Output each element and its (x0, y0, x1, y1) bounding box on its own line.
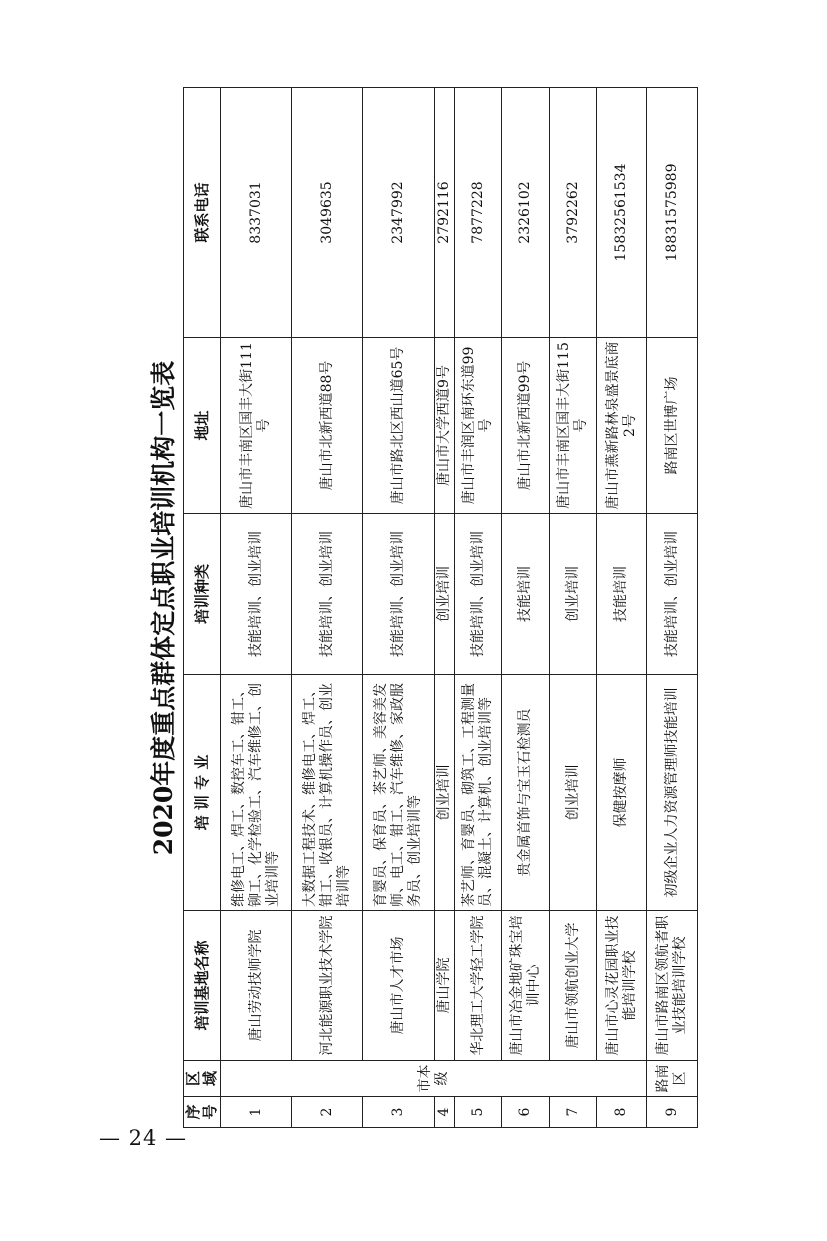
header-phone: 联系电话 (184, 88, 221, 338)
cell-name: 唐山市领航创业大学 (550, 911, 597, 1061)
cell-majors: 维修电工、焊工、数控车工、钳工、铆工、化学检验工、汽车维修工、创业培训等 (221, 675, 292, 911)
cell-name: 唐山劳动技师学院 (221, 911, 292, 1061)
table-row (435, 88, 455, 1128)
cell-phone: 2326102 (502, 88, 550, 338)
cell-name: 唐山市心灵花园职业技能培训学校 (597, 911, 647, 1061)
cell-address: 唐山市北新西道99号 (502, 338, 550, 514)
cell-no: 5 (455, 1097, 502, 1128)
cell-types: 技能培训、创业培训 (292, 514, 363, 675)
rotated-table-block (145, 88, 701, 1128)
cell-name: 华北理工大学轻工学院 (455, 911, 502, 1061)
cell-region: 路南区 (647, 1061, 698, 1097)
cell-address: 唐山市大学西道9号 (435, 338, 455, 514)
document-title: 2020年度重点群体定点职业培训机构一览表 (149, 360, 178, 856)
cell-name: 唐山市人才市场 (363, 911, 435, 1061)
table-row (221, 88, 292, 1128)
cell-phone: 2347992 (363, 88, 435, 338)
cell-types: 技能培训、创业培训 (221, 514, 292, 675)
cell-phone: 2792116 (435, 88, 455, 338)
cell-no: 8 (597, 1097, 647, 1128)
cell-address: 唐山市丰南区国丰大街115号 (550, 338, 597, 514)
cell-phone: 3049635 (292, 88, 363, 338)
cell-majors: 大数据工程技术、维修电工、焊工、钳工、收银员、计算机操作员、创业培训等 (292, 675, 363, 911)
cell-majors: 茶艺师、育婴员、砌筑工、工程测量员、混凝土、计算机、创业培训等 (455, 675, 502, 911)
cell-address: 唐山市北新西道88号 (292, 338, 363, 514)
cell-no: 2 (292, 1097, 363, 1128)
cell-phone: 8337031 (221, 88, 292, 338)
cell-address: 唐山市燕新路林泉盛景底商2号 (597, 338, 647, 514)
table-row (455, 88, 502, 1128)
table-row (550, 88, 597, 1128)
cell-types: 技能培训、创业培训 (455, 514, 502, 675)
cell-types: 技能培训 (502, 514, 550, 675)
table-row (647, 88, 698, 1128)
cell-address: 路南区世博广场 (647, 338, 698, 514)
cell-no: 3 (363, 1097, 435, 1128)
cell-majors: 保健按摩师 (597, 675, 647, 911)
table-header-row (184, 88, 221, 1128)
cell-types: 创业培训 (550, 514, 597, 675)
cell-majors: 创业培训 (550, 675, 597, 911)
cell-majors: 育婴员、保育员、茶艺师、美容美发师、电工、钳工、汽车维修、家政服务员、创业培训等 (363, 675, 435, 911)
cell-types: 技能培训、创业培训 (647, 514, 698, 675)
cell-majors: 贵金属首饰与宝玉石检测员 (502, 675, 550, 911)
header-address: 地址 (184, 338, 221, 514)
cell-region: 市本级 (221, 1061, 647, 1097)
table-row (363, 88, 435, 1128)
table-row (597, 88, 647, 1128)
table-row (502, 88, 550, 1128)
cell-majors: 创业培训 (435, 675, 455, 911)
cell-types: 技能培训、创业培训 (363, 514, 435, 675)
cell-address: 唐山市路北区西山道65号 (363, 338, 435, 514)
cell-no: 7 (550, 1097, 597, 1128)
cell-no: 6 (502, 1097, 550, 1128)
cell-phone: 7877228 (455, 88, 502, 338)
cell-name: 唐山市冶金地矿珠宝培训中心 (502, 911, 550, 1061)
header-majors: 培 训 专 业 (184, 675, 221, 911)
cell-phone: 18831575989 (647, 88, 698, 338)
cell-phone: 3792262 (550, 88, 597, 338)
cell-phone: 15832561534 (597, 88, 647, 338)
header-types: 培训种类 (184, 514, 221, 675)
page-number: — 24 — (98, 1126, 188, 1150)
cell-no: 9 (647, 1097, 698, 1128)
cell-types: 技能培训 (597, 514, 647, 675)
table-row (292, 88, 363, 1128)
header-region: 区域 (184, 1061, 221, 1097)
cell-types: 创业培训 (435, 514, 455, 675)
header-no: 序号 (184, 1097, 221, 1128)
cell-no: 1 (221, 1097, 292, 1128)
cell-majors: 初级企业人力资源管理师技能培训 (647, 675, 698, 911)
training-institutions-table (183, 87, 698, 1128)
cell-name: 唐山学院 (435, 911, 455, 1061)
header-name: 培训基地名称 (184, 911, 221, 1061)
cell-name: 河北能源职业技术学院 (292, 911, 363, 1061)
cell-no: 4 (435, 1097, 455, 1128)
cell-address: 唐山市丰南区国丰大街111号 (221, 338, 292, 514)
cell-name: 唐山市路南区领航者职业技能培训学校 (647, 911, 698, 1061)
cell-address: 唐山市丰润区南环东道99号 (455, 338, 502, 514)
